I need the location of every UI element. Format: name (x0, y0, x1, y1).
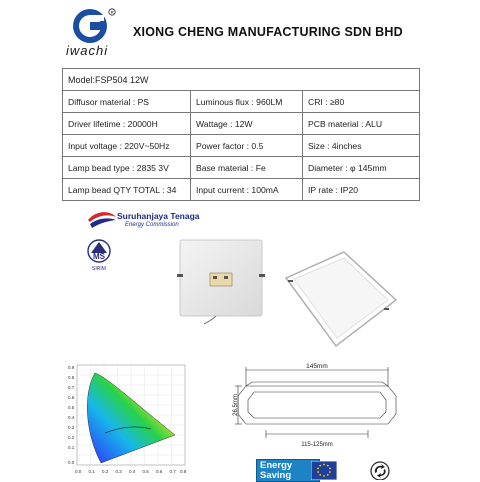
energy-commission-subtitle: Energy Commission (125, 222, 179, 228)
logo-wordmark: iwachi (66, 43, 109, 58)
cie-x-tick: 0.8 (180, 469, 187, 474)
panel-front-photo (282, 250, 400, 350)
spec-cell: Size : 4inches (303, 135, 420, 157)
recycle-icon (365, 459, 395, 480)
width-dimension-label: 145mm (306, 363, 328, 370)
table-row (63, 91, 420, 113)
spec-table (62, 68, 420, 201)
cie-y-tick: 0.0 (68, 460, 75, 465)
spec-cell: Input current : 100mA (191, 179, 303, 201)
cie-y-tick: 0.8 (68, 375, 75, 380)
spec-cell: IP rate : IP20 (303, 179, 420, 201)
cie-y-tick: 0.2 (68, 435, 75, 440)
height-dimension-label: 26.5mm (233, 394, 239, 416)
energy-saving-line1: Energy (260, 460, 293, 471)
cie-x-tick: 0.3 (115, 469, 122, 474)
cie-y-tick: 0.5 (68, 405, 75, 410)
energy-commission-name: Suruhanjaya Tenaga (117, 211, 200, 221)
panel-back-photo (176, 236, 266, 326)
spec-cell: Input voltage : 220V~50Hz (63, 135, 191, 157)
cie-y-tick: 0.9 (68, 365, 75, 370)
cie-x-tick: 0.4 (129, 469, 136, 474)
spec-cell: Driver lifetime : 20000H (63, 113, 191, 135)
energy-saving-line2: Saving (260, 470, 292, 481)
sirim-label: SIRIM (92, 266, 106, 272)
spec-cell: PCB material : ALU (303, 113, 420, 135)
ms-mark-label: MS (93, 252, 105, 261)
cutout-dimension-label: 115-125mm (301, 442, 333, 448)
spec-cell: Diameter : φ 145mm (303, 157, 420, 179)
table-row (63, 179, 420, 201)
spec-cell: CRI : ≥80 (303, 91, 420, 113)
cie-x-tick: 0.1 (88, 469, 95, 474)
dimension-drawing (228, 362, 406, 448)
cie-y-tick: 0.1 (68, 445, 75, 450)
cie-x-tick: 0.5 (142, 469, 149, 474)
table-row (63, 157, 420, 179)
cie-x-tick: 0.6 (156, 469, 163, 474)
spec-cell: Lamp bead QTY TOTAL : 34 (63, 179, 191, 201)
spec-cell: Luminous flux : 960LM (191, 91, 303, 113)
eu-flag-icon (311, 461, 337, 480)
spec-cell: Base material : Fe (191, 157, 303, 179)
svg-text:R: R (110, 9, 114, 15)
cie-x-tick: 0.0 (75, 469, 82, 474)
spec-cell: Wattage : 12W (191, 113, 303, 135)
table-row (63, 113, 420, 135)
cie-y-tick: 0.7 (68, 385, 75, 390)
cie-y-tick: 0.3 (68, 425, 75, 430)
cie-x-tick: 0.7 (169, 469, 176, 474)
model-cell: Model:FSP504 12W (63, 69, 420, 91)
spec-cell: Lamp bead type : 2835 3V (63, 157, 191, 179)
spec-cell: Diffusor material : PS (63, 91, 191, 113)
cie-y-tick: 0.4 (68, 415, 75, 420)
spec-cell: Power factor : 0.5 (191, 135, 303, 157)
table-row (63, 69, 420, 91)
company-name: XIONG CHENG MANUFACTURING SDN BHD (133, 25, 403, 39)
cie-y-tick: 0.6 (68, 395, 75, 400)
table-row (63, 135, 420, 157)
cie-x-tick: 0.2 (102, 469, 109, 474)
cie-chromaticity-diagram (65, 363, 188, 476)
sirim-ms-mark-icon (84, 237, 114, 273)
